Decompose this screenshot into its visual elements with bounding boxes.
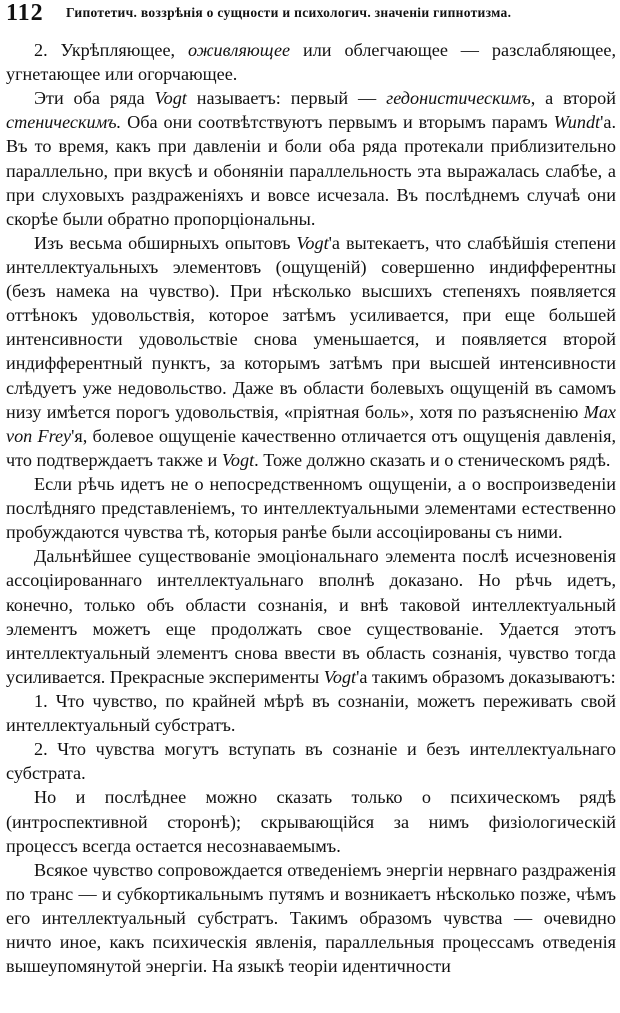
text-segment: , а второй: [530, 88, 616, 109]
paragraph: [6, 231, 616, 472]
paragraph: [6, 472, 616, 544]
italic-text: оживляющее: [188, 40, 291, 60]
paragraph: [6, 544, 616, 689]
text-segment: 2. Укрѣпляющее,: [34, 40, 188, 60]
text-segment: . Тоже должно сказать и о стеническомъ рядѣ.: [254, 449, 611, 470]
text-segment: 'а вытекаетъ, что слабѣйшія степени интеллектуальныхъ элементовъ (ощущеній) совершенно индифферентны (безъ намека на чувство). При нѣсколько высшихъ степеняхъ появляется оттѣнокъ удовольствія, которое затѣмъ усиливается, при еще большей интенсивности удовольствіе снова уменьшается, и появляется второй индифферентный пунктъ, за которымъ затѣмъ при высшей интенсивности слѣдуетъ уже недовольство. Даже въ области болевыхъ ощущеній въ самомъ низу имѣется порогъ удовольствія, «пріятная боль», хотя по разъясненію: [6, 232, 616, 422]
text-segment: Изъ весьма обширныхъ опытовъ: [34, 232, 297, 253]
text-segment: Дальнѣйшее существованіе эмоціональнаго элемента послѣ исчезновенія ассоціированнаго интеллектуальнаго вполнѣ доказано. Но рѣчь идетъ, конечно, только объ области сознанія, и внѣ таковой интеллектуальный элементъ можетъ еще продолжать свое существованіе. Удается этотъ интеллектуальный элементъ снова ввести въ область сознанія, чувство тогда усиливается. Прекрасные эксперименты: [6, 546, 616, 687]
text-segment: или облегчающее — разслабляющее, угнетающее или огорчающее.: [6, 40, 616, 85]
text-segment: Если рѣчь идетъ не о непосредственномъ ощущеніи, а о воспроизведеніи послѣдняго представленіемъ, то интеллектуальными элементами естественно пробуждаются чувства тѣ, которыя ранѣе были ассоціированы съ ними.: [6, 473, 616, 543]
text-segment: 1. Что чувство, по крайней мѣрѣ въ сознаніи, можетъ переживать свой интеллектуальный субстратъ.: [6, 690, 616, 736]
text-segment: 2. Что чувства могутъ вступать въ сознаніе и безъ интеллектуальнаго субстрата.: [6, 739, 616, 784]
page-number: 112: [6, 0, 44, 26]
paragraph: [6, 86, 616, 231]
text-segment: Но и послѣднее можно сказать только о психическомъ рядѣ (интроспективной сторонѣ); скрывающійся за нимъ физіологическій процессъ всегда остается несознаваемымъ.: [6, 787, 616, 856]
italic-text: Vogt: [221, 449, 255, 470]
text-segment: Оба они соотвѣтствуютъ первымъ и вторымъ парамъ: [121, 112, 554, 133]
paragraph: [6, 858, 616, 979]
italic-text: Max von Frey: [6, 401, 616, 446]
text-segment: Всякое чувство сопровождается отведеніемъ энергіи нервнаго раздраженія по транс — и субкортикальнымъ путямъ и возникаетъ нѣсколько позже, чѣмъ его интеллектуальный субстратъ. Такимъ образомъ чувства — очевидно ничто иное, какъ психическія явленія, параллельныя процессамъ отведенія вышеупомянутой энергіи. На языкѣ теоріи идентичности: [6, 859, 616, 977]
italic-text: Vogt: [323, 666, 357, 687]
text-segment: Эти оба ряда: [34, 88, 155, 109]
running-title: Гипотетич. воззрѣнія о сущности и психологич. значеніи гипнотизма.: [66, 5, 512, 20]
paragraph: [6, 785, 616, 857]
page-header: [6, 0, 616, 34]
italic-text: стеническимъ.: [6, 112, 122, 133]
text-segment: 'а такимъ образомъ доказываютъ:: [356, 666, 616, 687]
text-segment: называетъ: первый —: [186, 88, 387, 109]
italic-text: Vogt: [154, 88, 187, 109]
paragraph: [6, 38, 616, 86]
text-segment: 'я, болевое ощущеніе качественно отличается отъ ощущенія давленія, что подтверждаетъ также и: [6, 425, 617, 470]
paragraph: [6, 737, 616, 785]
italic-text: гедонистическимъ: [386, 88, 531, 109]
paragraph: [6, 689, 616, 737]
text-segment: 'а. Въ то время, какъ при давленіи и боли оба ряда протекали приблизительно параллельно, при вкусѣ и обоняніи параллельность эта выражалась слабѣе, а при слуховыхъ раздраженіяхъ и вовсе исчезала. Въ послѣднемъ случаѣ они скорѣе были обратно пропорціональны.: [6, 112, 616, 229]
italic-text: Wundt: [553, 112, 601, 133]
body-text: [6, 38, 616, 978]
italic-text: Vogt: [296, 232, 329, 253]
